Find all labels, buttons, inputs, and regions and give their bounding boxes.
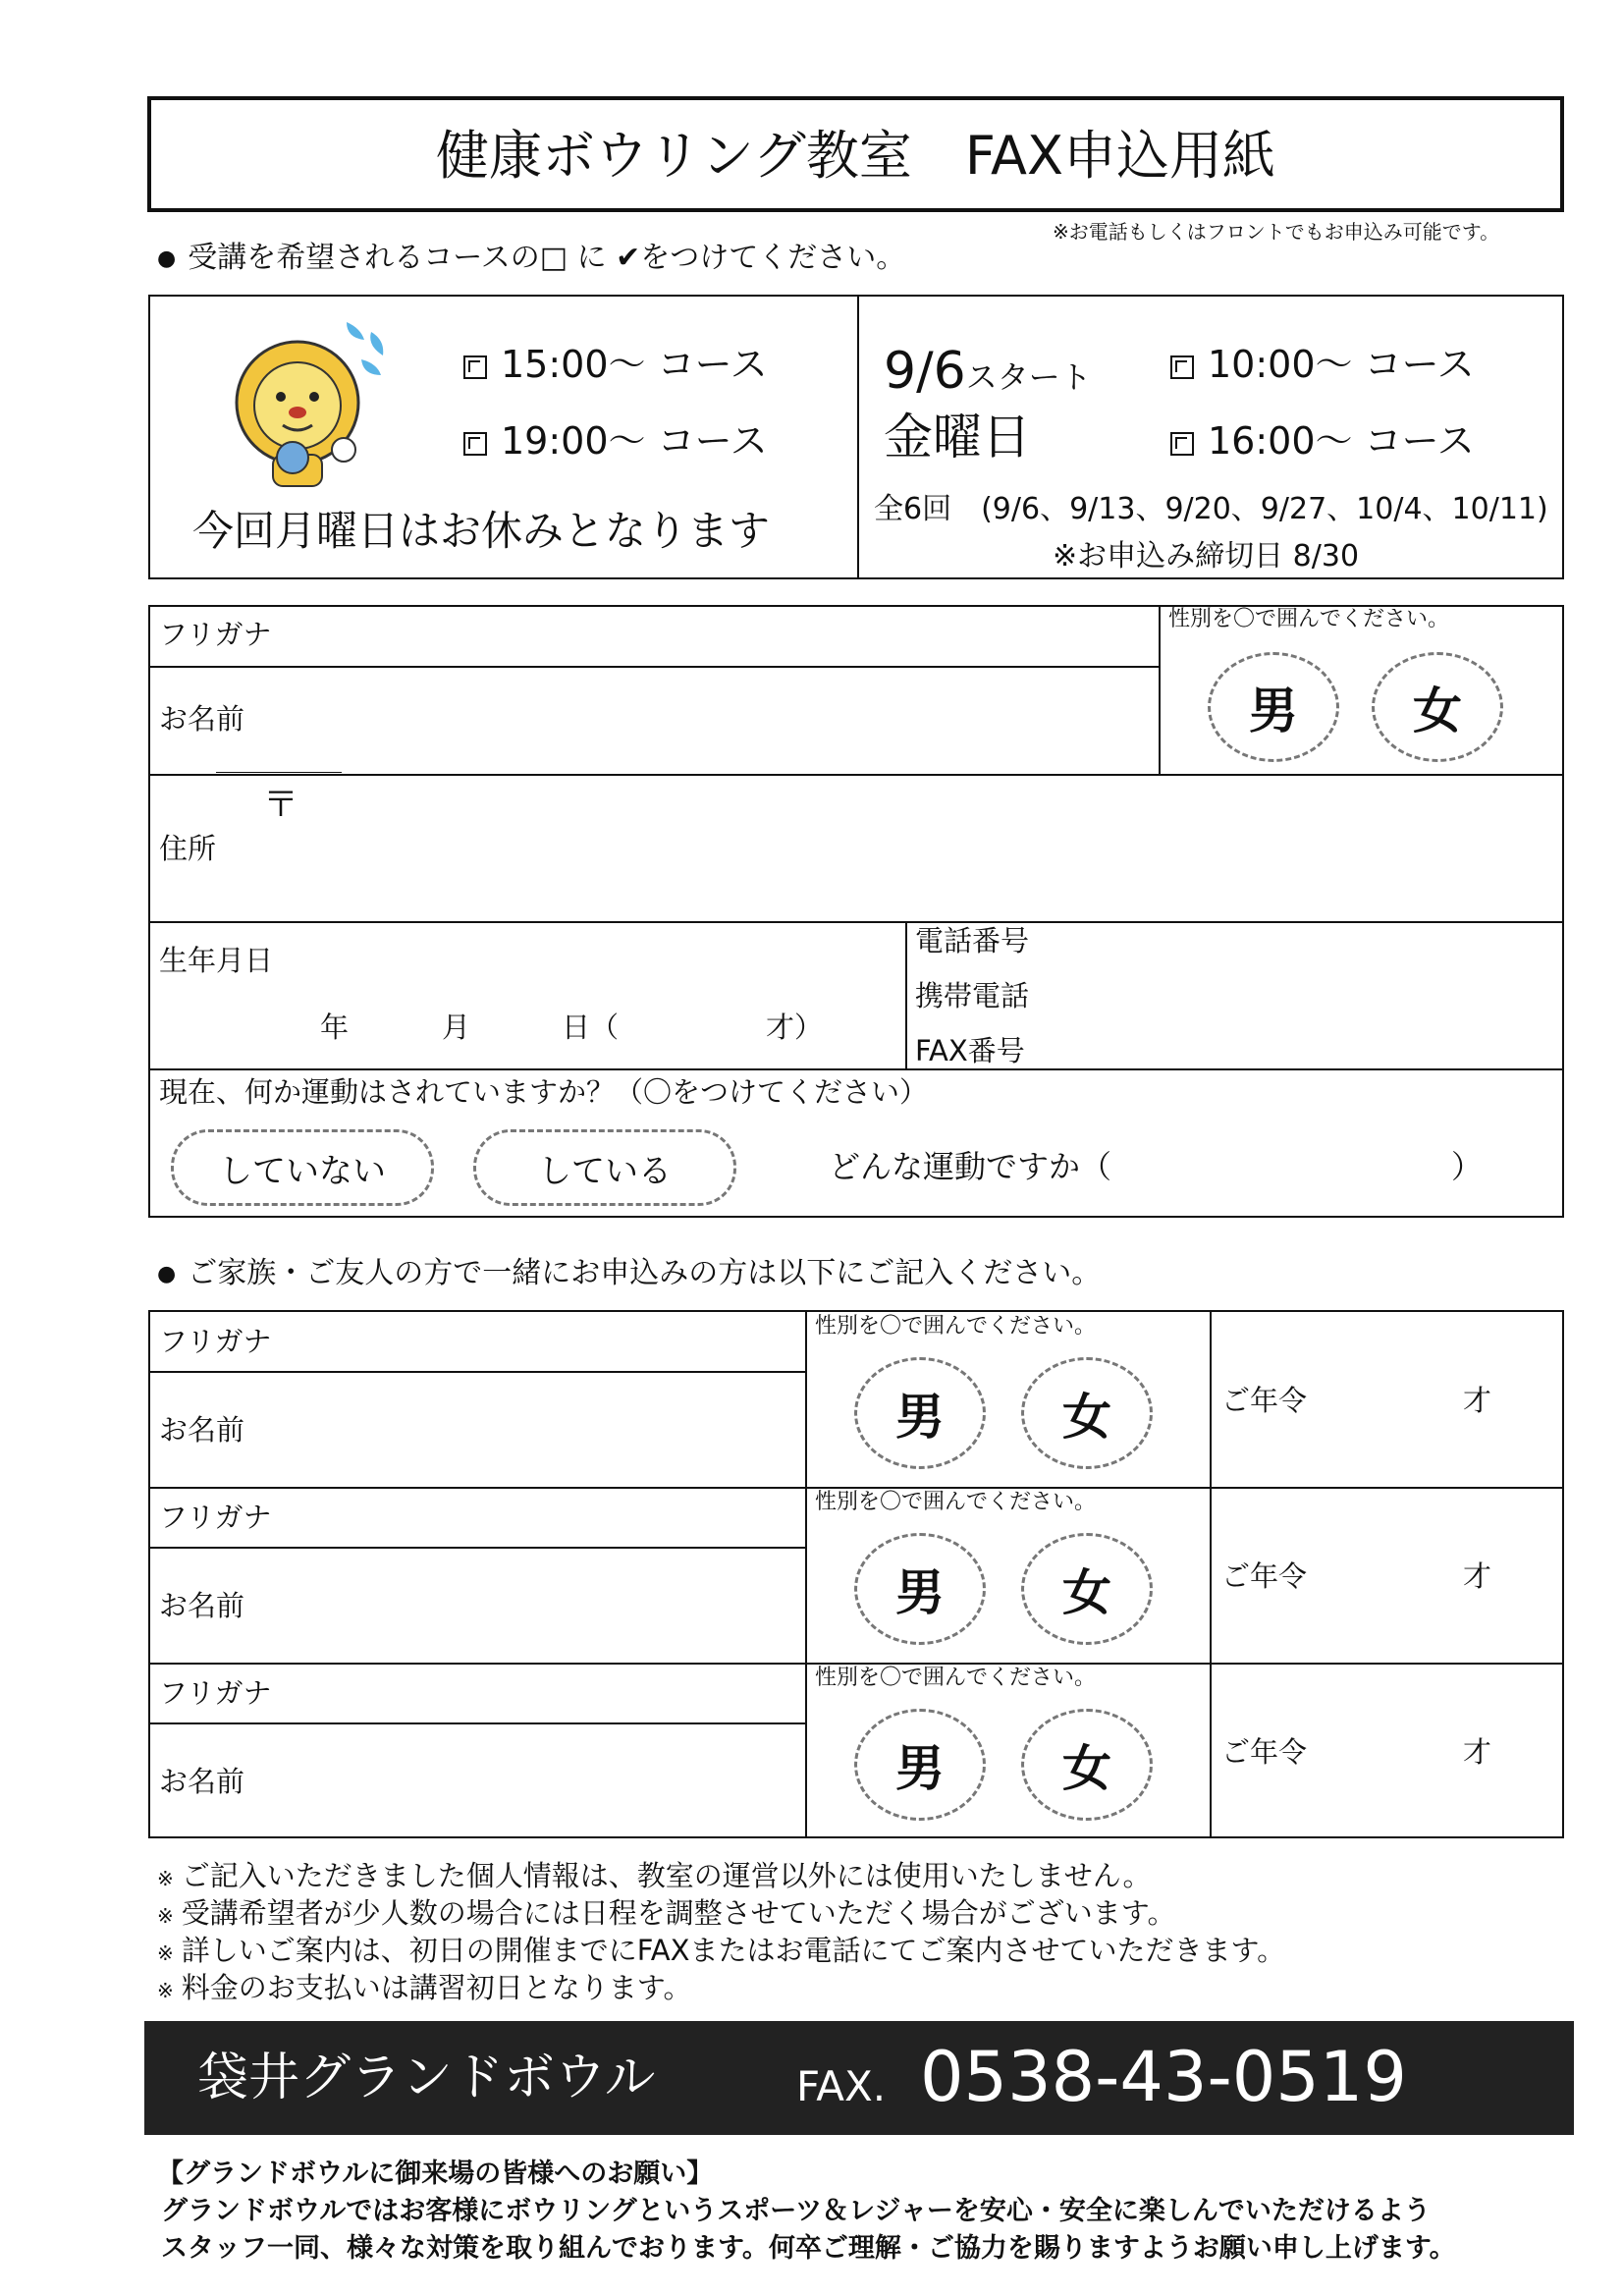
form-divider [905,921,907,1068]
note-item: ※ 詳しいご案内は、初日の開催までにFAXまたはお電話にてご案内させていただきます。 [157,1934,1286,1967]
not-exercising-option[interactable]: していない [171,1129,434,1206]
mobile-label: 携帯電話 [915,979,1030,1012]
request-heading: 【グランドボウルに御来場の皆様へのお願い】 [157,2159,714,2189]
table-divider [148,1371,806,1373]
note-item: ※ 料金のお支払いは講習初日となります。 [157,1971,692,2004]
page-title: 健康ボウリング教室 FAX申込用紙 [436,125,1275,187]
fax-number: 0538-43-0519 [920,2037,1407,2117]
companion-age-label: ご年令 [1221,1735,1308,1769]
monday-notice: 今回月曜日はお休みとなります [192,507,771,555]
companion-name-label: お名前 [159,1589,245,1622]
companions-heading: ● ご家族・ご友人の方で一緒にお申込みの方は以下にご記入ください。 [157,1259,1101,1288]
course-schedule: 全6回 (9/6、9/13、9/20、9/27、10/4、10/11) [874,492,1548,526]
monday-course-19[interactable]: 19:00～ コース [463,422,768,460]
request-line: グランドボウルではお客様にボウリングというスポーツ＆レジャーを安心・安全に楽しんでいただけるよう [161,2196,1431,2226]
form-divider [1159,605,1161,774]
companion-female-option[interactable]: 女 [1021,1357,1153,1469]
companion-name-label: お名前 [159,1413,245,1447]
table-divider [148,1722,806,1724]
postal-underline [216,772,342,773]
close-paren: ） [1451,1148,1484,1185]
footer-banner [144,2021,1574,2135]
companion-name-label: お名前 [159,1765,245,1798]
companion-female-option[interactable]: 女 [1021,1709,1153,1821]
exercising-option[interactable]: している [473,1129,736,1206]
companion-gender-prompt: 性別を〇で囲んでください。 [815,1666,1097,1690]
course-instruction: ● 受講を希望されるコースの□ に ✔をつけてください。 [157,244,905,273]
companion-furigana-label: フリガナ [159,1325,272,1358]
day-label: 日（ [562,1011,620,1044]
start-date: 9/6スタート [884,342,1092,401]
month-label: 月 [442,1011,471,1044]
female-option[interactable]: 女 [1372,652,1503,762]
companion-female-option[interactable]: 女 [1021,1533,1153,1645]
companion-age-unit: 才 [1463,1384,1492,1417]
fax-label: FAX番号 [915,1034,1025,1067]
deadline: ※お申込み締切日 8/30 [1053,539,1360,574]
companion-age-label: ご年令 [1221,1384,1308,1417]
title-box [147,96,1564,212]
which-exercise-label: どんな運動ですか（ [829,1148,1112,1185]
companion-furigana-label: フリガナ [159,1501,272,1534]
companion-age-unit: 才 [1463,1735,1492,1769]
companion-male-option[interactable]: 男 [854,1533,986,1645]
address-label: 住所 [159,832,217,865]
gender-prompt: 性別を〇で囲んでください。 [1168,607,1450,631]
request-line: スタッフ一同、様々な対策を取り組んでおります。何卒ご理解・ご協力を賜りますようお願い申し上げます。 [161,2233,1456,2264]
table-divider [148,1547,806,1549]
table-divider [148,1487,1564,1489]
venue-name: 袋井グランドボウル [197,2049,656,2107]
note-item: ※ 受講希望者が少人数の場合には日程を調整させていただく場合がございます。 [157,1896,1176,1930]
checkbox-icon[interactable] [1170,355,1194,379]
furigana-label: フリガナ [159,618,272,651]
postal-mark: 〒 [263,785,299,825]
checkbox-icon[interactable] [1170,432,1194,456]
companion-age-label: ご年令 [1221,1559,1308,1593]
form-divider [148,666,1160,668]
weekday: 金曜日 [884,409,1031,465]
birthdate-label: 生年月日 [159,944,274,977]
name-label: お名前 [159,702,245,736]
friday-course-10[interactable]: 10:00～ コース [1170,346,1475,383]
male-option[interactable]: 男 [1208,652,1339,762]
applicant-form [148,605,1564,1218]
companion-gender-prompt: 性別を〇で囲んでください。 [815,1314,1097,1339]
year-label: 年 [320,1011,350,1044]
table-divider [1210,1310,1212,1838]
note-item: ※ ご記入いただきました個人情報は、教室の運営以外には使用いたしません。 [157,1859,1152,1892]
companion-male-option[interactable]: 男 [854,1357,986,1469]
checkbox-icon[interactable] [463,432,487,456]
companion-male-option[interactable]: 男 [854,1709,986,1821]
exercise-question: 現在、何か運動はされていますか？（〇をつけてください） [159,1075,929,1109]
companion-furigana-label: フリガナ [159,1676,272,1710]
companion-gender-prompt: 性別を〇で囲んでください。 [815,1490,1097,1514]
form-divider [148,774,1564,776]
friday-course-16[interactable]: 16:00～ コース [1170,422,1475,460]
phone-label: 電話番号 [915,924,1030,957]
table-divider [805,1310,807,1838]
table-divider [148,1663,1564,1665]
companion-age-unit: 才 [1463,1559,1492,1593]
form-divider [148,921,1564,923]
monday-course-15[interactable]: 15:00～ コース [463,346,768,383]
phone-note: ※お電話もしくはフロントでもお申込み可能です。 [1053,220,1500,244]
age-suffix: 才） [766,1011,824,1044]
checkbox-icon[interactable] [463,355,487,379]
fax-prefix: FAX. [796,2062,887,2110]
form-divider [148,1068,1564,1070]
course-divider [857,295,859,579]
lion-mascot-icon [224,312,401,499]
